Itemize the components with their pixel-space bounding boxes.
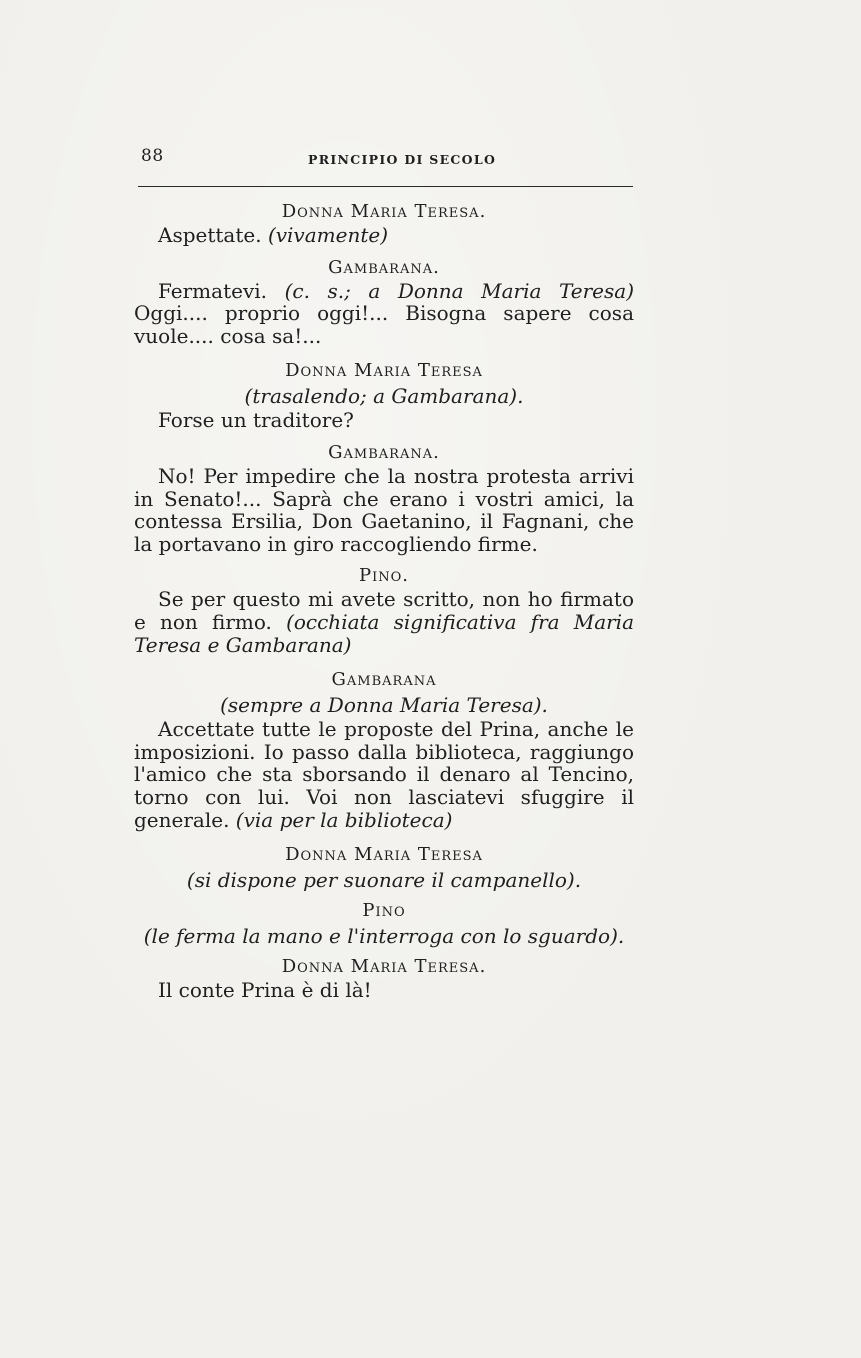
play-text: [134, 200, 634, 1002]
speaker-name: Donna Maria Teresa: [285, 360, 483, 382]
dialogue-text: Accettate tutte le proposte del Prina, anche le imposizioni. Io passo dalla biblioteca, raggiungo l'amico che sta sborsando il denaro al Tencino, torno con lui. Voi non lasciatevi sfuggire il generale.: [134, 717, 634, 832]
stage-direction: (via per la biblioteca): [235, 807, 453, 832]
stage-direction: (le ferma la mano e l'interroga con lo sguardo).: [143, 924, 625, 949]
dialogue-line: [134, 718, 634, 831]
speaker-name: Donna Maria Teresa.: [281, 201, 487, 222]
dialogue-text: Aspettate.: [158, 223, 262, 247]
running-head: [138, 142, 633, 190]
dialogue-text: Oggi.... proprio oggi!... Bisogna sapere cosa vuole.... cosa sa!...: [134, 301, 634, 348]
speaker-name: Gambarana.: [328, 441, 440, 463]
speaker-name: Gambarana: [331, 669, 437, 691]
dialogue-line: [134, 224, 634, 247]
header-rule: [138, 186, 633, 187]
speaker-name: Donna Maria Teresa: [285, 844, 483, 866]
speaker-name: Donna Maria Teresa.: [281, 956, 487, 978]
stage-direction: (c. s.; a Donna Maria Teresa): [284, 278, 634, 303]
dialogue-line: [134, 280, 634, 348]
running-title: PRINCIPIO DI SECOLO: [308, 152, 497, 167]
page-number: 88: [141, 146, 164, 166]
speaker-name: Pino.: [358, 565, 409, 587]
stage-direction: (si dispone per suonare il campanello).: [186, 868, 582, 893]
speaker-name: Pino: [362, 900, 406, 922]
dialogue-line: Forse un traditore?: [158, 408, 354, 433]
dialogue-line: [134, 588, 634, 656]
dialogue-text: Se per questo mi avete scritto, non ho firmato e non firmo.: [134, 587, 634, 634]
stage-direction: (trasalendo; a Gambarana).: [244, 384, 524, 409]
dialogue-line: Il conte Prina è di là!: [158, 978, 372, 1003]
dialogue-line: No! Per impedire che la nostra protesta arrivi in Senato!... Saprà che erano i vostri amici, la contessa Ersilia, Don Gaetanino, il Fagnani, che la portavano in giro raccogliendo firme.: [134, 463, 634, 556]
speaker-name: Gambarana.: [328, 256, 440, 278]
stage-direction: (sempre a Donna Maria Teresa).: [220, 693, 548, 718]
stage-direction: (occhiata significativa fra Maria Teresa e Gambarana): [134, 609, 635, 657]
dialogue-text: Fermatevi.: [158, 278, 267, 303]
stage-direction: (vivamente): [267, 223, 389, 247]
